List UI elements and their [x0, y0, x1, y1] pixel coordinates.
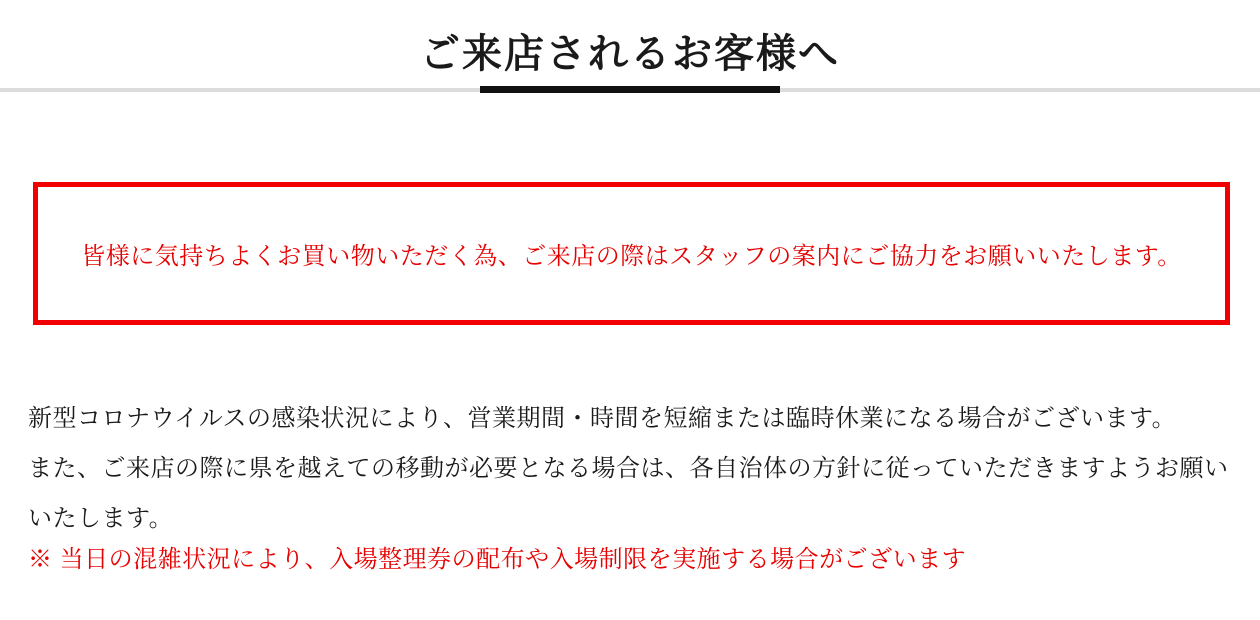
page-title: ご来店されるお客様へ [420, 32, 840, 76]
body-line-2: また、ご来店の際に県を越えての移動が必要となる場合は、各自治体の方針に従っていただきますようお願いいたします。 [28, 455, 1229, 532]
body-text-block [28, 394, 1232, 575]
notice-box-text: 皆様に気持ちよくお買い物いただく為、ご来店の際はスタッフの案内にご協力をお願いいたします。 [81, 243, 1182, 270]
notice-box [33, 182, 1230, 325]
body-paragraph [28, 394, 1232, 544]
red-note: ※ 当日の混雑状況により、入場整理券の配布や入場制限を実施する場合がございます [28, 546, 967, 573]
title-underline [480, 86, 780, 93]
body-line-1: 新型コロナウイルスの感染状況により、営業期間・時間を短縮または臨時休業になる場合がございます。 [28, 405, 1177, 432]
